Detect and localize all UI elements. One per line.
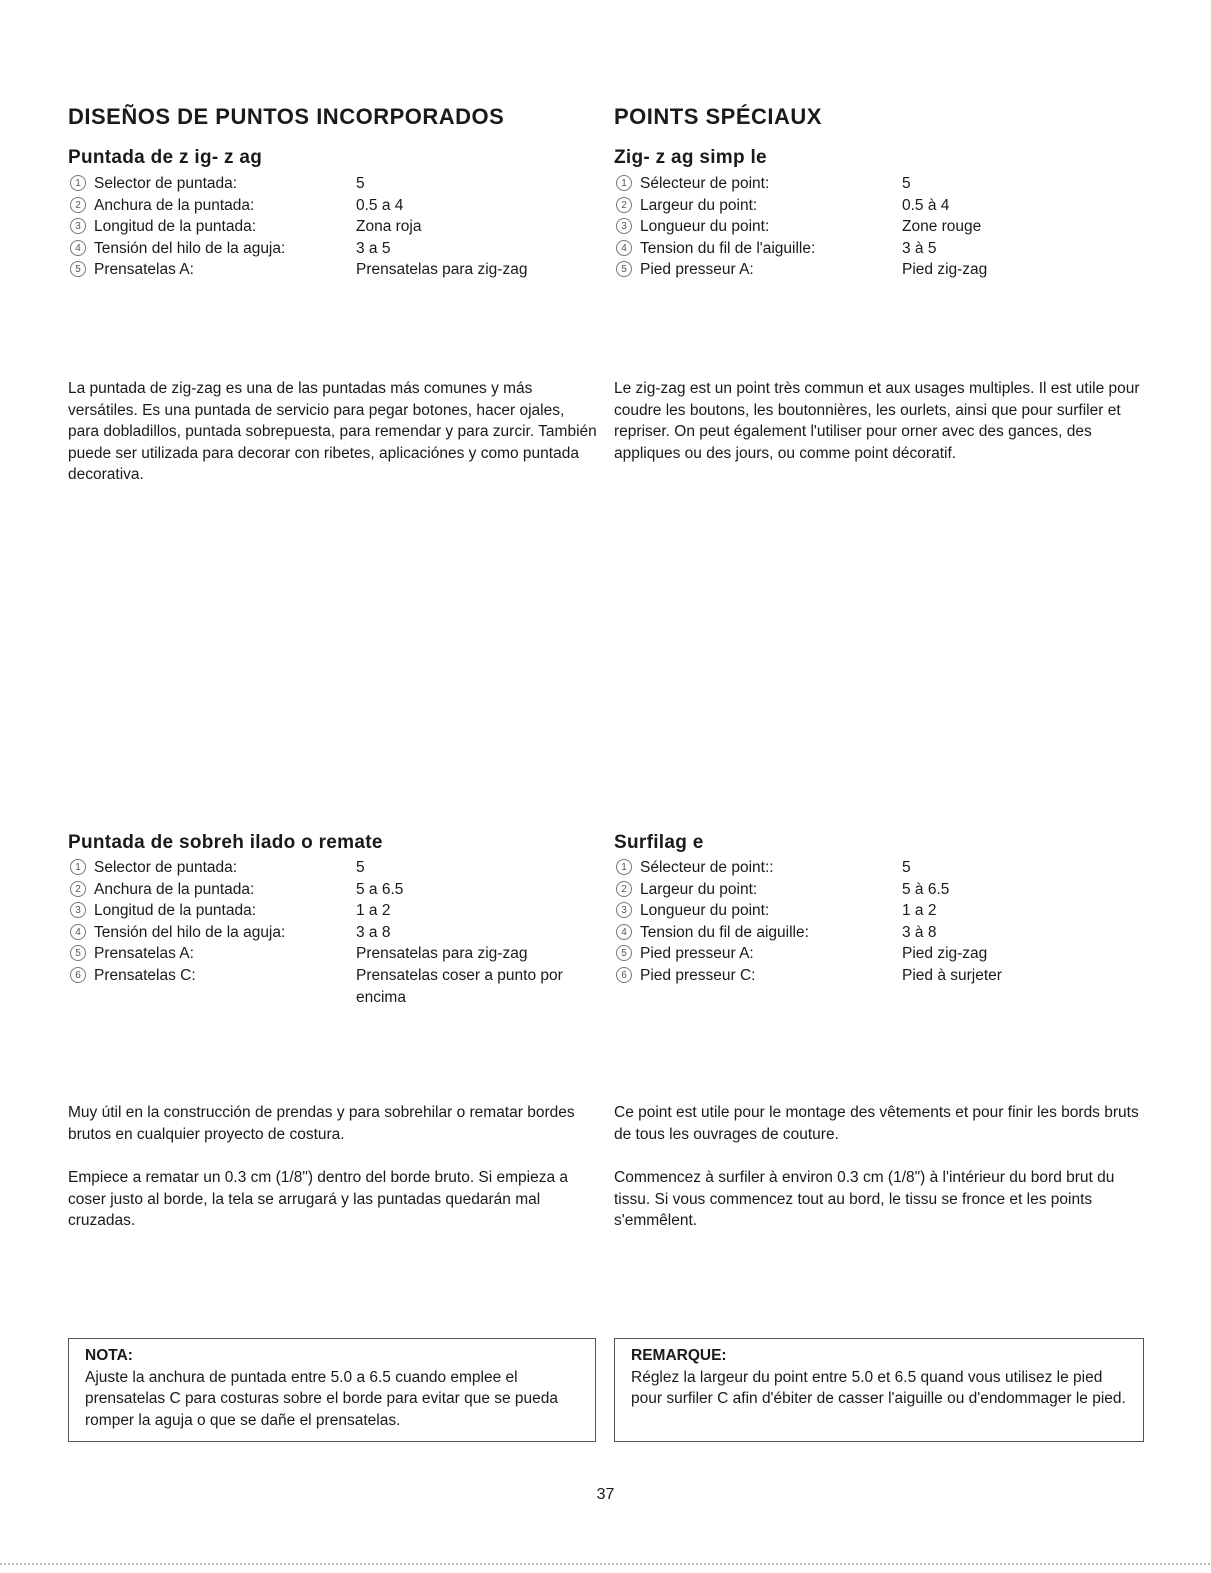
setting-value: Prensatelas para zig-zag <box>356 945 528 963</box>
setting-value: 1 a 2 <box>356 902 391 920</box>
circled-number: 2 <box>616 197 632 213</box>
settings-row <box>616 965 1176 987</box>
bottom-dotted-rule <box>0 1563 1211 1565</box>
setting-value: 5 <box>356 859 365 876</box>
setting-value: 5 a 6.5 <box>356 880 404 898</box>
circled-number: 1 <box>70 175 86 191</box>
setting-value: 3 à 8 <box>902 923 937 941</box>
note-title: REMARQUE: <box>631 1347 727 1364</box>
zigzag-description-es: La puntada de zig-zag es una de las puntadas más comunes y más versátiles. Es una puntada de servicio para pegar botones, hacer ojales, para dobladillos, puntada sobrepuesta, para remendar y para zurcir. También puede ser utilizada para decorar con ribetes, aplicaciónes y como puntada decorativa. <box>68 380 597 484</box>
page-number: 37 <box>596 1486 615 1503</box>
setting-value: 5 <box>902 175 911 192</box>
setting-label: Largeur du point: <box>640 880 758 898</box>
settings-row <box>70 922 598 944</box>
circled-number: 1 <box>616 175 632 191</box>
note-box-fr <box>614 1338 1144 1442</box>
overcast-description-fr-1: Ce point est utile pour le montage des vêtements et pour finir les bords bruts de tous les ouvrages de couture. <box>614 1104 1139 1143</box>
settings-row <box>616 922 1176 944</box>
setting-value: Prensatelas para zig-zag <box>356 261 528 279</box>
circled-number: 5 <box>70 945 86 961</box>
setting-value: Prensatelas coser a punto por encima <box>356 966 563 1006</box>
heading-spanish: DISEÑOS DE PUNTOS INCORPORADOS <box>68 104 505 129</box>
circled-number: 3 <box>616 902 632 918</box>
settings-row <box>616 900 1176 922</box>
setting-value: 1 a 2 <box>902 902 937 920</box>
settings-row <box>616 943 1176 965</box>
setting-label: Anchura de la puntada: <box>94 196 255 214</box>
setting-value: 5 <box>902 859 911 876</box>
settings-row <box>70 195 590 217</box>
setting-label: Sélecteur de point: <box>640 175 770 192</box>
settings-row <box>70 857 598 879</box>
settings-row <box>616 173 1176 195</box>
setting-label: Tension du fil de l'aiguille: <box>640 239 816 257</box>
settings-list-overcast-es <box>70 857 598 1008</box>
overcast-description-es-1: Muy útil en la construcción de prendas y para sobrehilar o rematar bordes brutos en cualquier proyecto de costura. <box>68 1104 575 1143</box>
setting-value: 5 à 6.5 <box>902 880 950 898</box>
setting-value: Pied à surjeter <box>902 966 1002 984</box>
setting-value: 3 a 8 <box>356 923 391 941</box>
circled-number: 4 <box>70 924 86 940</box>
circled-number: 3 <box>70 902 86 918</box>
settings-row <box>70 173 590 195</box>
settings-row <box>616 879 1176 901</box>
setting-label: Prensatelas C: <box>94 966 196 984</box>
note-text: Ajuste la anchura de puntada entre 5.0 a 6.5 cuando emplee el prensatelas C para costuras sobre el borde para evitar que se pueda romper la aguja o que se dañe el prensatelas. <box>85 1368 559 1429</box>
circled-number: 3 <box>616 218 632 234</box>
setting-label: Pied presseur A: <box>640 261 754 279</box>
circled-number: 5 <box>616 945 632 961</box>
settings-row <box>616 259 1176 281</box>
setting-label: Selector de puntada: <box>94 859 238 876</box>
settings-row <box>70 259 590 281</box>
zigzag-description-fr: Le zig-zag est un point très commun et aux usages multiples. Il est utile pour coudre les boutons, les boutonnières, les ourlets, ainsi que pour surfiler et repriser. On peut également l'utiliser pour orner avec des gances, des appliques ou des jours, ou comme point décoratif. <box>614 380 1140 462</box>
setting-label: Longueur du point: <box>640 218 770 236</box>
circled-number: 2 <box>70 197 86 213</box>
setting-label: Longitud de la puntada: <box>94 902 257 920</box>
setting-label: Longitud de la puntada: <box>94 218 257 236</box>
circled-number: 1 <box>616 859 632 875</box>
note-title: NOTA: <box>85 1347 133 1364</box>
circled-number: 4 <box>70 240 86 256</box>
setting-label: Prensatelas A: <box>94 261 194 279</box>
settings-row <box>70 238 590 260</box>
heading-french: POINTS SPÉCIAUX <box>614 104 822 129</box>
setting-value: Zone rouge <box>902 218 982 236</box>
settings-row <box>616 238 1176 260</box>
circled-number: 1 <box>70 859 86 875</box>
setting-value: 5 <box>356 175 365 192</box>
setting-label: Anchura de la puntada: <box>94 880 255 898</box>
settings-list-zigzag-es <box>70 173 590 281</box>
setting-label: Tensión del hilo de la aguja: <box>94 239 286 257</box>
setting-value: Pied zig-zag <box>902 945 988 963</box>
settings-row <box>70 879 598 901</box>
settings-row <box>70 965 598 1008</box>
settings-row <box>70 943 598 965</box>
setting-value: 0.5 à 4 <box>902 196 950 214</box>
setting-value: Pied zig-zag <box>902 261 988 279</box>
setting-label: Pied presseur C: <box>640 966 756 984</box>
circled-number: 6 <box>616 967 632 983</box>
settings-row <box>616 857 1176 879</box>
setting-value: Zona roja <box>356 218 422 236</box>
settings-row <box>70 900 598 922</box>
settings-list-zigzag-fr <box>616 173 1176 281</box>
settings-row <box>616 216 1176 238</box>
circled-number: 4 <box>616 924 632 940</box>
setting-label: Sélecteur de point:: <box>640 859 774 876</box>
section-title-overcast-es: Puntada de sobreh ilado o remate <box>68 832 383 853</box>
setting-value: 3 a 5 <box>356 239 391 257</box>
setting-label: Prensatelas A: <box>94 945 194 963</box>
setting-label: Pied presseur A: <box>640 945 754 963</box>
setting-label: Largeur du point: <box>640 196 758 214</box>
setting-label: Tensión del hilo de la aguja: <box>94 923 286 941</box>
setting-label: Selector de puntada: <box>94 175 238 192</box>
overcast-description-fr-2: Commencez à surfiler à environ 0.3 cm (1/8") à l'intérieur du bord brut du tissu. Si vous commencez tout au bord, le tissu se fronce et les points s'emmêlent. <box>614 1169 1115 1230</box>
setting-label: Tension du fil de aiguille: <box>640 923 809 941</box>
circled-number: 4 <box>616 240 632 256</box>
setting-label: Longueur du point: <box>640 902 770 920</box>
settings-row <box>616 195 1176 217</box>
setting-value: 3 à 5 <box>902 239 937 257</box>
circled-number: 6 <box>70 967 86 983</box>
overcast-description-es-2: Empiece a rematar un 0.3 cm (1/8") dentro del borde bruto. Si empieza a coser justo al borde, la tela se arrugará y las puntadas quedarán mal cruzadas. <box>68 1169 569 1230</box>
section-title-zigzag-es: Puntada de z ig- z ag <box>68 147 263 168</box>
setting-value: 0.5 a 4 <box>356 196 404 214</box>
settings-list-overcast-fr <box>616 857 1176 987</box>
note-box-es <box>68 1338 596 1442</box>
note-text: Réglez la largeur du point entre 5.0 et 6.5 quand vous utilisez le pied pour surfiler C afin d'ébiter de casser l'aiguille ou d'endommager le pied. <box>631 1368 1126 1408</box>
circled-number: 2 <box>616 881 632 897</box>
circled-number: 2 <box>70 881 86 897</box>
circled-number: 5 <box>616 261 632 277</box>
settings-row <box>70 216 590 238</box>
circled-number: 3 <box>70 218 86 234</box>
section-title-overcast-fr: Surfilag e <box>614 832 704 853</box>
section-title-zigzag-fr: Zig- z ag simp le <box>614 147 767 168</box>
circled-number: 5 <box>70 261 86 277</box>
